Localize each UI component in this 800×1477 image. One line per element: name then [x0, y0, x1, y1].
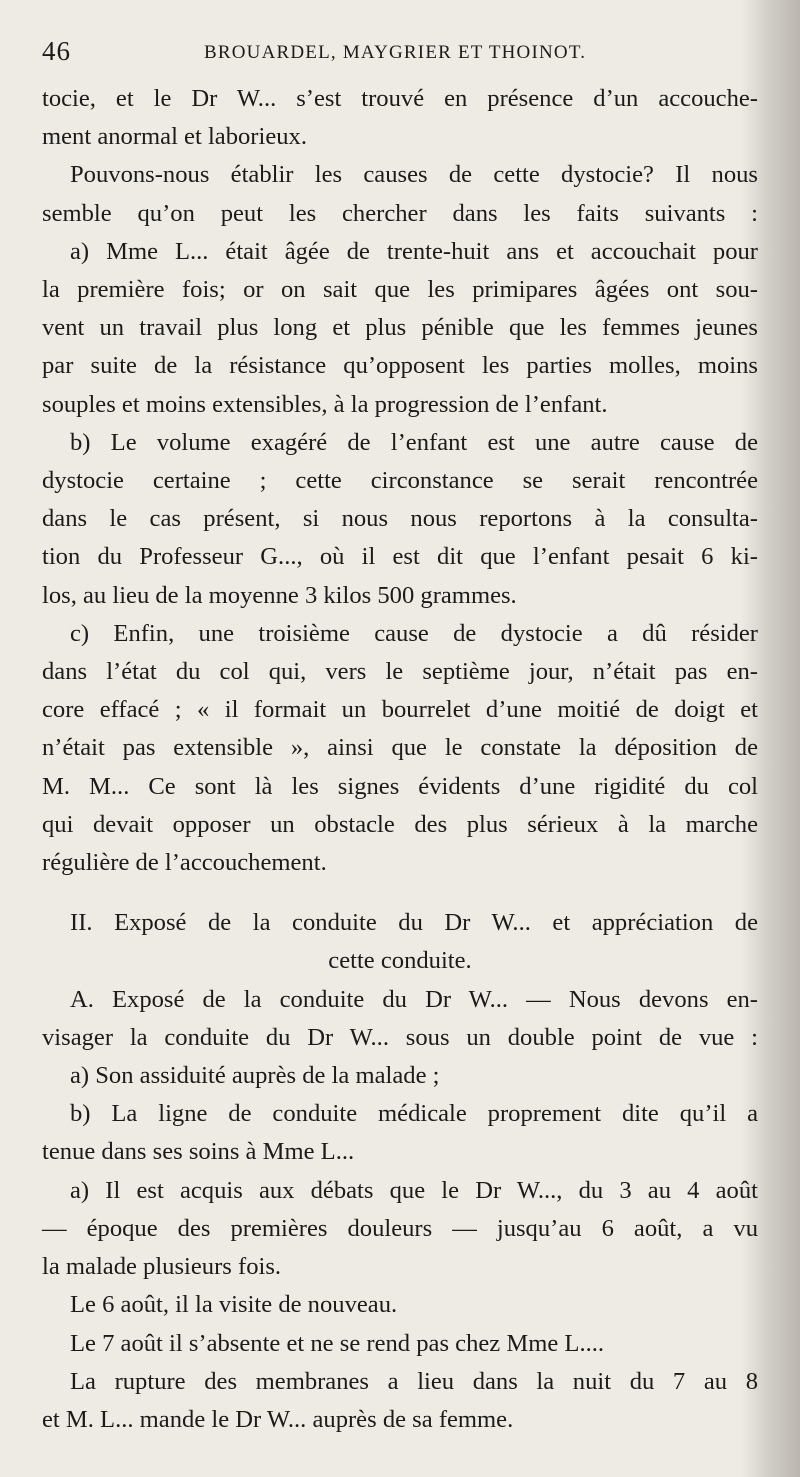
text-line: semble qu’on peut les chercher dans les faits suivants :: [42, 199, 758, 227]
page-number: 46: [42, 36, 71, 66]
text-line: dans le cas présent, si nous nous reportons à la consulta-: [42, 505, 758, 533]
text-line: b) La ligne de conduite médicale proprement dite qu’il a: [70, 1100, 758, 1128]
text-line: et M. L... mande le Dr W... auprès de sa femme.: [42, 1405, 514, 1433]
text-line: a) Il est acquis aux débats que le Dr W..., du 3 au 4 août: [70, 1176, 758, 1204]
page-header: [42, 36, 742, 72]
subsection-heading: A. Exposé de la conduite du Dr W... — Nous devons en-: [70, 985, 758, 1013]
text-line: a) Son assiduité auprès de la malade ;: [70, 1062, 440, 1090]
running-head: BROUARDEL, MAYGRIER ET THOINOT.: [204, 42, 587, 63]
text-line: los, au lieu de la moyenne 3 kilos 500 grammes.: [42, 581, 517, 609]
text-line: a) Mme L... était âgée de trente-huit ans et accouchait pour: [70, 237, 758, 265]
text-line: tion du Professeur G..., où il est dit que l’enfant pesait 6 ki-: [42, 543, 758, 571]
text-line: tenue dans ses soins à Mme L...: [42, 1138, 355, 1166]
text-line: souples et moins extensibles, à la progression de l’enfant.: [42, 390, 608, 418]
text-line: la malade plusieurs fois.: [42, 1253, 282, 1281]
text-line: tocie, et le Dr W... s’est trouvé en présence d’un accouche-: [42, 85, 758, 112]
section-heading: II. Exposé de la conduite du Dr W... et appréciation de: [70, 909, 758, 937]
section-heading: cette conduite.: [328, 947, 472, 975]
text-line: Pouvons-nous établir les causes de cette dystocie? Il nous: [70, 161, 758, 189]
text-line: La rupture des membranes a lieu dans la nuit du 7 au 8: [70, 1367, 758, 1395]
text-line: b) Le volume exagéré de l’enfant est une autre cause de: [70, 428, 758, 456]
text-line: n’était pas extensible », ainsi que le constate la déposition de: [42, 734, 758, 762]
text-line: ment anormal et laborieux.: [42, 123, 307, 151]
text-line: la première fois; or on sait que les primipares âgées ont sou-: [42, 276, 758, 304]
body-text: [42, 80, 758, 1439]
text-line: visager la conduite du Dr W... sous un double point de vue :: [42, 1023, 758, 1051]
section-gap: [42, 882, 758, 904]
text-line: dystocie certaine ; cette circonstance se serait rencontrée: [42, 467, 758, 495]
text-line: M. M... Ce sont là les signes évidents d’une rigidité du col: [42, 772, 758, 800]
text-line: qui devait opposer un obstacle des plus sérieux à la marche: [42, 810, 758, 838]
text-line: régulière de l’accouchement.: [42, 849, 327, 877]
text-line: Le 7 août il s’absente et ne se rend pas chez Mme L....: [70, 1329, 605, 1357]
text-line: vent un travail plus long et plus pénible que les femmes jeunes: [42, 314, 758, 342]
text-line: c) Enfin, une troisième cause de dystocie a dû résider: [70, 619, 758, 647]
text-line: Le 6 août, il la visite de nouveau.: [70, 1291, 398, 1319]
text-line: core effacé ; « il formait un bourrelet d’une moitié de doigt et: [42, 696, 758, 724]
text-line: — époque des premières douleurs — jusqu’au 6 août, a vu: [42, 1214, 758, 1242]
text-line: par suite de la résistance qu’opposent les parties molles, moins: [42, 352, 758, 380]
text-line: dans l’état du col qui, vers le septième jour, n’était pas en-: [42, 658, 758, 686]
